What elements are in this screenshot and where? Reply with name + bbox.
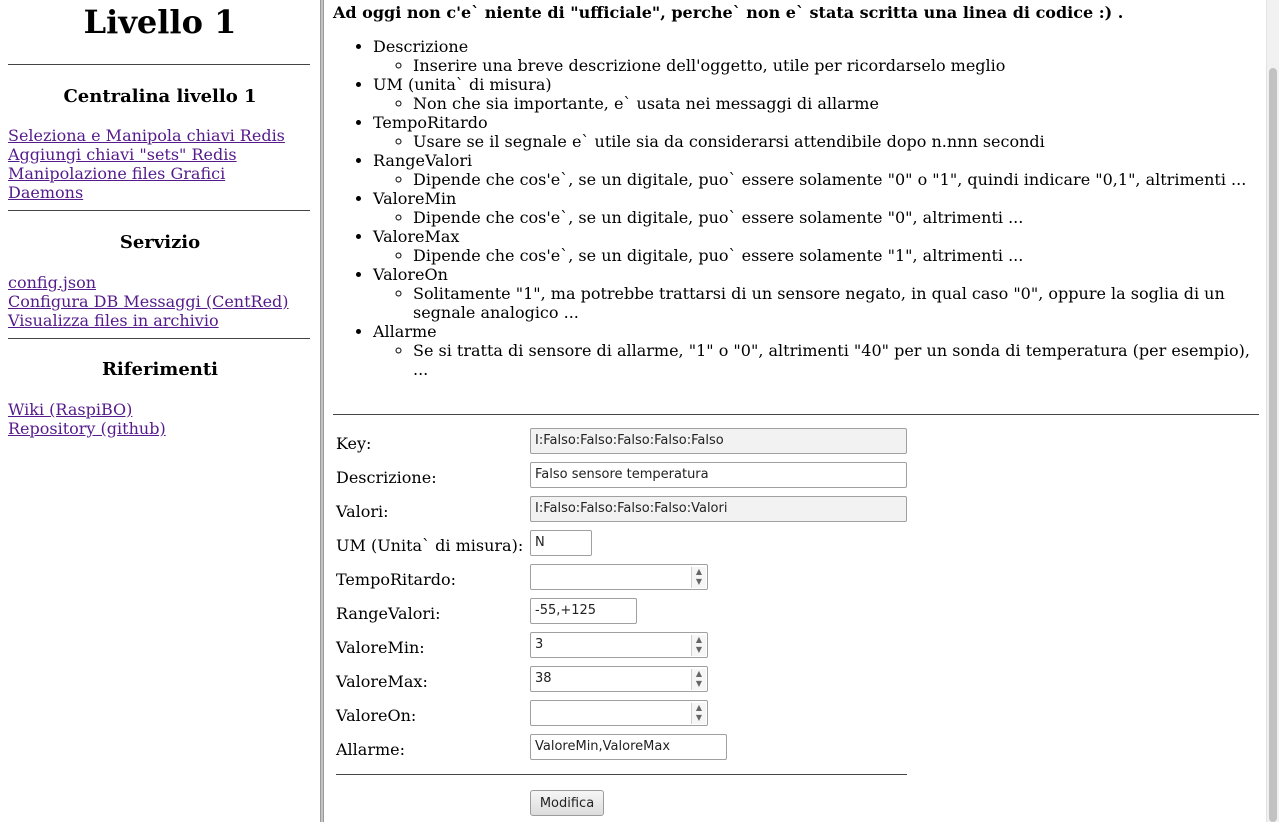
link-seleziona-chiavi-redis[interactable]: Seleziona e Manipola chiavi Redis: [8, 126, 285, 145]
number-spinner[interactable]: [691, 635, 706, 656]
number-spinner[interactable]: [691, 669, 706, 690]
property-name: ValoreMin: [373, 189, 457, 208]
link-config-json[interactable]: config.json: [8, 273, 97, 292]
property-name: UM (unita` di misura): [373, 75, 552, 94]
property-name: RangeValori: [373, 151, 473, 170]
property-description: ◦ Non che sia importante, e` usata nei messaggi di allarme: [413, 94, 1263, 113]
intro-text: Ad oggi non c'e` niente di "ufficiale", perche` non e` stata scritta una linea di codice :) .: [333, 3, 1124, 22]
link-repository-github[interactable]: Repository (github): [8, 419, 166, 438]
spin-up-arrow-icon[interactable]: ▲: [695, 703, 703, 712]
property-description: ◦ Usare se il segnale e` utile sia da considerarsi attendibile dopo n.nnn secondi: [413, 132, 1263, 151]
property-description: ◦ Dipende che cos'e`, se un digitale, puo` essere solamente "0", altrimenti ...: [413, 208, 1263, 227]
property-description: ◦ Dipende che cos'e`, se un digitale, puo` essere solamente "0" o "1", quindi indicare "0,1", altrimenti ...: [413, 170, 1263, 189]
list-item: [373, 189, 1263, 227]
property-name: TempoRitardo: [373, 113, 488, 132]
modifica-button[interactable]: Modifica: [530, 790, 604, 816]
number-spinner[interactable]: [691, 703, 706, 724]
valori-label: Valori:: [336, 502, 389, 521]
valore-min-value: 3: [535, 637, 544, 652]
allarme-input[interactable]: ValoreMin,ValoreMax: [530, 734, 727, 760]
tempo-ritardo-label: TempoRitardo:: [336, 570, 456, 589]
link-daemons[interactable]: Daemons: [8, 183, 84, 202]
um-input[interactable]: N: [530, 530, 592, 556]
spin-down-arrow-icon[interactable]: ▼: [695, 713, 703, 722]
section-divider: [333, 414, 1259, 415]
section-heading-riferimenti: Riferimenti: [101, 359, 219, 380]
valore-on-input[interactable]: [530, 700, 708, 726]
servizio-links: [8, 273, 318, 330]
valore-min-label: ValoreMin:: [336, 638, 425, 657]
list-item: [373, 227, 1263, 265]
main-content: [325, 0, 1267, 822]
sidebar-divider: [8, 64, 310, 65]
valore-min-input[interactable]: [530, 632, 708, 658]
sidebar-title: Livello 1: [83, 3, 237, 41]
list-item: [373, 75, 1263, 113]
section-heading-servizio: Servizio: [119, 232, 201, 253]
number-spinner[interactable]: [691, 567, 706, 588]
link-manipolazione-files-grafici[interactable]: Manipolazione files Grafici: [8, 164, 226, 183]
spin-up-arrow-icon[interactable]: ▲: [695, 669, 703, 678]
sidebar-divider: [8, 338, 310, 339]
tempo-ritardo-input[interactable]: [530, 564, 708, 590]
key-input[interactable]: I:Falso:Falso:Falso:Falso:Falso: [530, 428, 907, 454]
valori-input[interactable]: I:Falso:Falso:Falso:Falso:Valori: [530, 496, 907, 522]
valore-max-label: ValoreMax:: [336, 672, 428, 691]
centralina-links: [8, 126, 318, 202]
properties-list: [333, 37, 1263, 379]
link-aggiungi-chiavi-sets[interactable]: Aggiungi chiavi "sets" Redis: [8, 145, 237, 164]
section-heading-centralina: Centralina livello 1: [63, 86, 257, 107]
vertical-scrollbar[interactable]: [1266, 0, 1279, 822]
link-configura-db-messaggi[interactable]: Configura DB Messaggi (CentRed): [8, 292, 289, 311]
frame-divider[interactable]: [320, 0, 324, 822]
sidebar-divider: [8, 210, 310, 211]
property-name: Allarme: [373, 322, 437, 341]
spin-up-arrow-icon[interactable]: ▲: [695, 567, 703, 576]
link-wiki-raspibo[interactable]: Wiki (RaspiBO): [8, 400, 133, 419]
descrizione-input[interactable]: Falso sensore temperatura: [530, 462, 907, 488]
list-item: [373, 113, 1263, 151]
property-name: ValoreOn: [373, 265, 448, 284]
property-description: ◦ Inserire una breve descrizione dell'oggetto, utile per ricordarselo meglio: [413, 56, 1263, 75]
list-item: [373, 265, 1263, 322]
valore-max-value: 38: [535, 671, 552, 686]
property-description: ◦ Se si tratta di sensore di allarme, "1" o "0", altrimenti "40" per un sonda di temperatura (per esempio), ...: [413, 341, 1263, 379]
property-description: ◦ Solitamente "1", ma potrebbe trattarsi di un sensore negato, in qual caso "0", oppure la soglia di un segnale analogico ...: [413, 284, 1263, 322]
descrizione-label: Descrizione:: [336, 468, 437, 487]
spin-up-arrow-icon[interactable]: ▲: [695, 635, 703, 644]
list-item: [373, 322, 1263, 379]
property-name: Descrizione: [373, 37, 469, 56]
um-label: UM (Unita` di misura):: [336, 536, 524, 555]
range-valori-input[interactable]: -55,+125: [530, 598, 637, 624]
sidebar: [0, 0, 320, 822]
scrollbar-thumb[interactable]: [1269, 68, 1277, 822]
link-visualizza-files-archivio[interactable]: Visualizza files in archivio: [8, 311, 219, 330]
spin-down-arrow-icon[interactable]: ▼: [695, 645, 703, 654]
spin-down-arrow-icon[interactable]: ▼: [695, 577, 703, 586]
list-item: [373, 37, 1263, 75]
range-valori-label: RangeValori:: [336, 604, 441, 623]
spin-down-arrow-icon[interactable]: ▼: [695, 679, 703, 688]
property-name: ValoreMax: [373, 227, 460, 246]
riferimenti-links: [8, 400, 318, 438]
allarme-label: Allarme:: [336, 740, 406, 759]
property-description: ◦ Dipende che cos'e`, se un digitale, puo` essere solamente "1", altrimenti ...: [413, 246, 1263, 265]
valore-on-label: ValoreOn:: [336, 706, 417, 725]
form-divider: [336, 774, 907, 775]
valore-max-input[interactable]: [530, 666, 708, 692]
key-label: Key:: [336, 434, 372, 453]
list-item: [373, 151, 1263, 189]
